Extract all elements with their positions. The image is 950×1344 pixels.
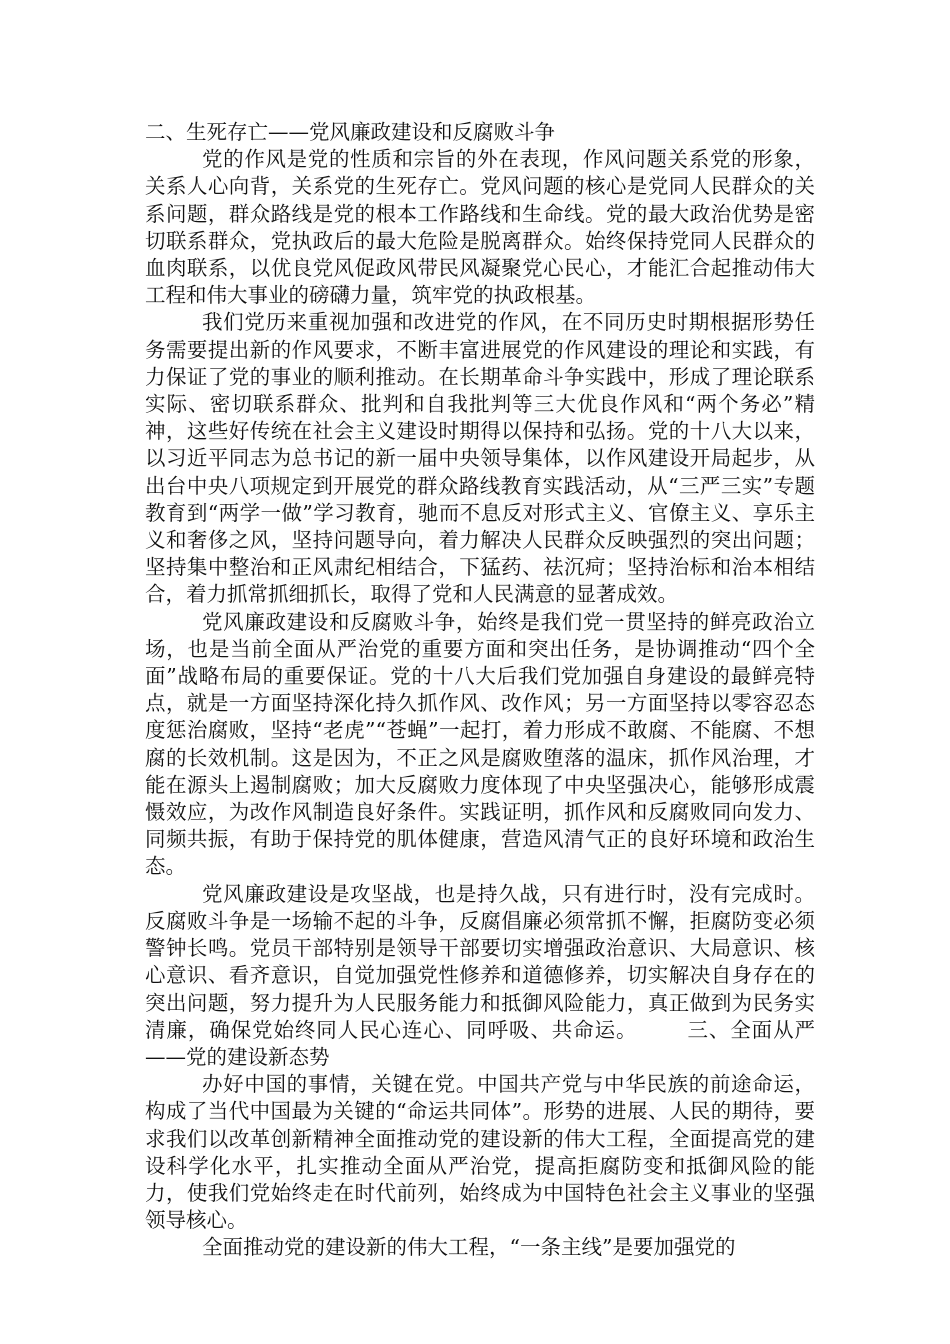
document-body bbox=[145, 119, 815, 1262]
paragraph-4-text: 党风廉政建设是攻坚战，也是持久战，只有进行时，没有完成时。反腐败斗争是一场输不起的斗争，反腐倡廉必须常抓不懈，拒腐防变必须警钟长鸣。党员干部特别是领导干部要切实增强政治意识、大局意识、核心意识、看齐意识，自觉加强党性修养和道德修养，切实解决自身存在的突出问题，努力提升为人民服务能力和抵御风险能力，真正做到为民务实清廉，确保党始终同人民心连心、同呼吸、共命运。 bbox=[145, 881, 815, 1042]
paragraph-5: 办好中国的事情，关键在党。中国共产党与中华民族的前途命运，构成了当代中国最为关键的“命运共同体”。形势的进展、人民的期待，要求我们以改革创新精神全面推动党的建设新的伟大工程，全面提高党的建设科学化水平，扎实推动全面从严治党，提高拒腐防变和抵御风险的能力，使我们党始终走在时代前列，始终成为中国特色社会主义事业的坚强领导核心。 bbox=[145, 1072, 815, 1233]
paragraph-2: 我们党历来重视加强和改进党的作风，在不同历史时期根据形势任务需要提出新的作风要求，不断丰富进展党的作风建设的理论和实践，有力保证了党的事业的顺利推动。在长期革命斗争实践中，形成了理论联系实际、密切联系群众、批判和自我批判等三大优良作风和“两个务必”精神，这些好传统在社会主义建设时期得以保持和弘扬。党的十八大以来，以习近平同志为总书记的新一届中央领导集体，以作风建设开局起步，从出台中央八项规定到开展党的群众路线教育实践活动，从“三严三实”专题教育到“两学一做”学习教育，驰而不息反对形式主义、官僚主义、享乐主义和奢侈之风，坚持问题导向，着力解决人民群众反映强烈的突出问题；坚持集中整治和正风肃纪相结合，下猛药、祛沉疴；坚持治标和治本相结合，着力抓常抓细抓长，取得了党和人民满意的显著成效。 bbox=[145, 310, 815, 607]
paragraph-3: 党风廉政建设和反腐败斗争，始终是我们党一贯坚持的鲜亮政治立场，也是当前全面从严治党的重要方面和突出任务，是协调推动“四个全面”战略布局的重要保证。党的十八大后我们党加强自身建设的最鲜亮特点，就是一方面坚持深化持久抓作风、改作风；另一方面坚持以零容忍态度惩治腐败，坚持“老虎”“苍蝇”一起打，着力形成不敢腐、不能腐、不想腐的长效机制。这是因为，不正之风是腐败堕落的温床，抓作风治理，才能在源头上遏制腐败；加大反腐败力度体现了中央坚强决心，能够形成震慑效应，为改作风制造良好条件。实践证明，抓作风和反腐败同向发力、同频共振，有助于保持党的肌体健康，营造风清气正的良好环境和政治生态。 bbox=[145, 609, 815, 879]
paragraph-1: 党的作风是党的性质和宗旨的外在表现，作风问题关系党的形象，关系人心向背，关系党的生死存亡。党风问题的核心是党同人民群众的关系问题，群众路线是党的根本工作路线和生命线。党的最大政治优势是密切联系群众，党执政后的最大危险是脱离群众。始终保持党同人民群众的血肉联系，以优良党风促政风带民风凝聚党心民心，才能汇合起推动伟大工程和伟大事业的磅礴力量，筑牢党的执政根基。 bbox=[145, 147, 815, 308]
section-heading-3: 三、全面从严——党的建设新态势 bbox=[145, 1017, 816, 1069]
section-heading-2: 二、生死存亡——党风廉政建设和反腐败斗争 bbox=[145, 120, 555, 144]
paragraph-6: 全面推动党的建设新的伟大工程，“一条主线”是要加强党的 bbox=[202, 1235, 736, 1260]
paragraph-4 bbox=[145, 881, 815, 1071]
